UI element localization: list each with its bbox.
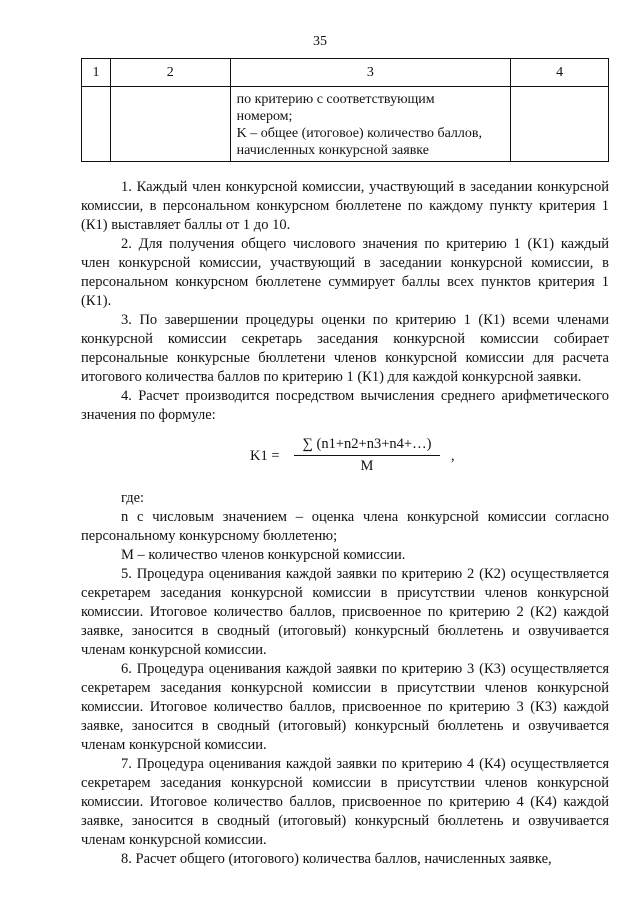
- formula: [81, 435, 609, 479]
- table-header-row: [82, 59, 609, 87]
- table-cell-col2: [110, 87, 230, 162]
- paragraph-3: 3. По завершении процедуры оценки по критерию 1 (К1) всеми членами конкурсной комиссии секретарь заседания конкурсной комиссии собирает персональные конкурсные бюллетени членов конкурсной комиссии для расчета итогового количества баллов по критерию 1 (К1) для каждой конкурсной заявки.: [81, 312, 609, 385]
- formula-denominator: M: [360, 458, 374, 474]
- formula-comma: ,: [451, 448, 455, 464]
- table-header-cell: 3: [230, 59, 511, 87]
- paragraph-2: 2. Для получения общего числового значения по критерию 1 (К1) каждый член конкурсной комиссии, участвующий в заседании конкурсной комиссии, в персональном конкурсном бюллетене суммирует баллы всех пунктов критерия 1 (К1).: [81, 236, 609, 309]
- paragraph-8: 8. Расчет общего (итогового) количества баллов, начисленных заявке,: [121, 851, 552, 867]
- table-cell-col1: [82, 87, 111, 162]
- where-label: где:: [121, 490, 145, 506]
- criteria-table: [81, 58, 609, 162]
- cell-line: начисленных конкурсной заявке: [236, 143, 429, 158]
- definition-m: М – количество членов конкурсной комиссии.: [121, 547, 406, 563]
- cell-line: K – общее (итоговое) количество баллов,: [236, 126, 483, 141]
- table-cell-col3: [230, 87, 511, 162]
- table-header-cell: 4: [511, 59, 609, 87]
- paragraph-7: 7. Процедура оценивания каждой заявки по критерию 4 (К4) осуществляется секретарем заседания конкурсной комиссии в присутствии членов конкурсной комиссии. Итоговое количество баллов, присвоенное по критерию 4 (К4) каждой заявке, заносится в сводный (итоговый) конкурсный бюллетень и озвучивается членам конкурсной комиссии.: [81, 756, 609, 848]
- paragraph-4: 4. Расчет производится посредством вычисления среднего арифметического значения по формуле:: [81, 388, 609, 423]
- paragraph-6: 6. Процедура оценивания каждой заявки по критерию 3 (К3) осуществляется секретарем заседания конкурсной комиссии в присутствии членов конкурсной комиссии. Итоговое количество баллов, присвоенное по критерию 3 (К3) каждой заявке, заносится в сводный (итоговый) конкурсный бюллетень и озвучивается членам конкурсной комиссии.: [81, 661, 609, 753]
- table-cell-col4: [511, 87, 609, 162]
- table-cell-text: [231, 87, 511, 161]
- formula-numerator: ∑ (n1+n2+n3+n4+…): [294, 435, 440, 456]
- formula-lhs: K1 =: [250, 448, 280, 464]
- paragraph-5: 5. Процедура оценивания каждой заявки по критерию 2 (К2) осуществляется секретарем заседания конкурсной комиссии в присутствии членов конкурсной комиссии. Итоговое количество баллов, присвоенное по критерию 2 (К2) каждой заявке, заносится в сводный (итоговый) конкурсный бюллетень и озвучивается членам конкурсной комиссии.: [81, 566, 609, 658]
- cell-line: номером;: [236, 109, 293, 124]
- formula-fraction: [294, 435, 440, 476]
- table-header-cell: 1: [82, 59, 111, 87]
- page-number: 35: [313, 34, 327, 49]
- cell-line: по критерию с соответствующим: [236, 92, 435, 107]
- paragraph-1: 1. Каждый член конкурсной комиссии, участвующий в заседании конкурсной комиссии, в персональном конкурсном бюллетене по каждому пункту критерия 1 (К1) выставляет баллы от 1 до 10.: [81, 179, 609, 233]
- definition-n: n с числовым значением – оценка члена конкурсной комиссии согласно персональному конкурсному бюллетеню;: [81, 509, 609, 544]
- document-body: [81, 178, 609, 869]
- table-row: [82, 87, 609, 162]
- table-header-cell: 2: [110, 59, 230, 87]
